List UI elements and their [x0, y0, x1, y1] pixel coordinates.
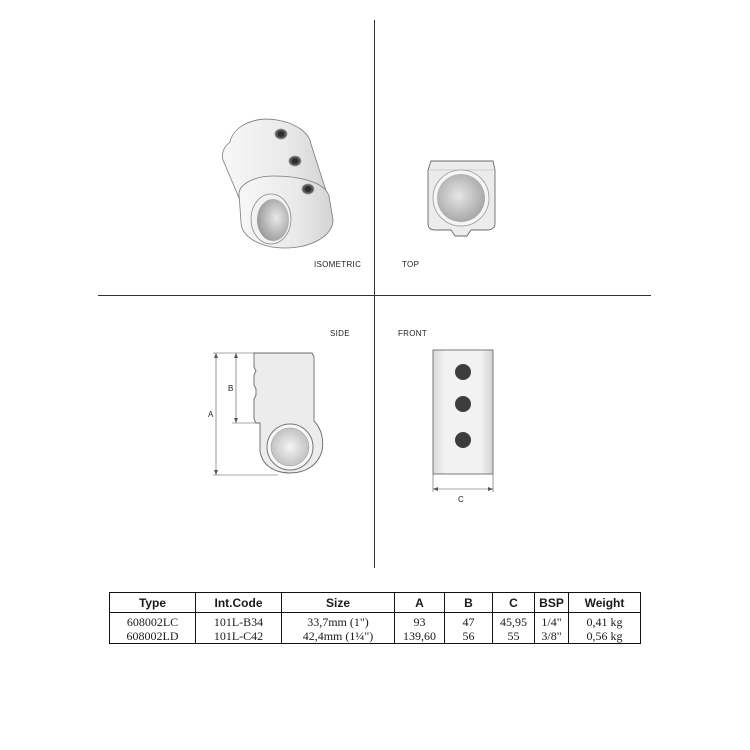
dimension-a-label: A — [208, 410, 214, 419]
cell-a: 139,60 — [395, 629, 445, 644]
cell-c: 45,95 — [493, 613, 535, 630]
table-row — [110, 613, 641, 630]
cell-type: 608002LD — [110, 629, 196, 644]
cell-int-code: 101L-C42 — [196, 629, 282, 644]
header-int-code: Int.Code — [196, 593, 282, 613]
side-label: SIDE — [330, 329, 350, 338]
cell-size: 33,7mm (1") — [282, 613, 395, 630]
header-b: B — [445, 593, 493, 613]
table-header-row — [110, 593, 641, 613]
cell-weight: 0,41 kg — [569, 613, 641, 630]
top-label: TOP — [402, 260, 420, 269]
front-view-drawing — [428, 348, 500, 504]
header-c: C — [493, 593, 535, 613]
cell-a: 93 — [395, 613, 445, 630]
vertical-divider — [374, 20, 375, 568]
cell-bsp: 1/4" — [535, 613, 569, 630]
top-view-drawing — [425, 158, 499, 238]
cell-size: 42,4mm (1¼") — [282, 629, 395, 644]
table-row — [110, 629, 641, 644]
header-bsp: BSP — [535, 593, 569, 613]
horizontal-divider — [98, 295, 651, 296]
dimension-c-label: C — [458, 495, 464, 504]
header-weight: Weight — [569, 593, 641, 613]
side-view-drawing — [198, 345, 328, 485]
header-size: Size — [282, 593, 395, 613]
cell-type: 608002LC — [110, 613, 196, 630]
cell-weight: 0,56 kg — [569, 629, 641, 644]
front-label: FRONT — [398, 329, 428, 338]
isometric-label: ISOMETRIC — [314, 260, 362, 269]
header-type: Type — [110, 593, 196, 613]
cell-b: 47 — [445, 613, 493, 630]
cell-int-code: 101L-B34 — [196, 613, 282, 630]
dimension-b-label: B — [228, 384, 234, 393]
cell-b: 56 — [445, 629, 493, 644]
specification-table — [109, 592, 641, 644]
isometric-drawing — [215, 112, 345, 252]
header-a: A — [395, 593, 445, 613]
cell-bsp: 3/8" — [535, 629, 569, 644]
cell-c: 55 — [493, 629, 535, 644]
